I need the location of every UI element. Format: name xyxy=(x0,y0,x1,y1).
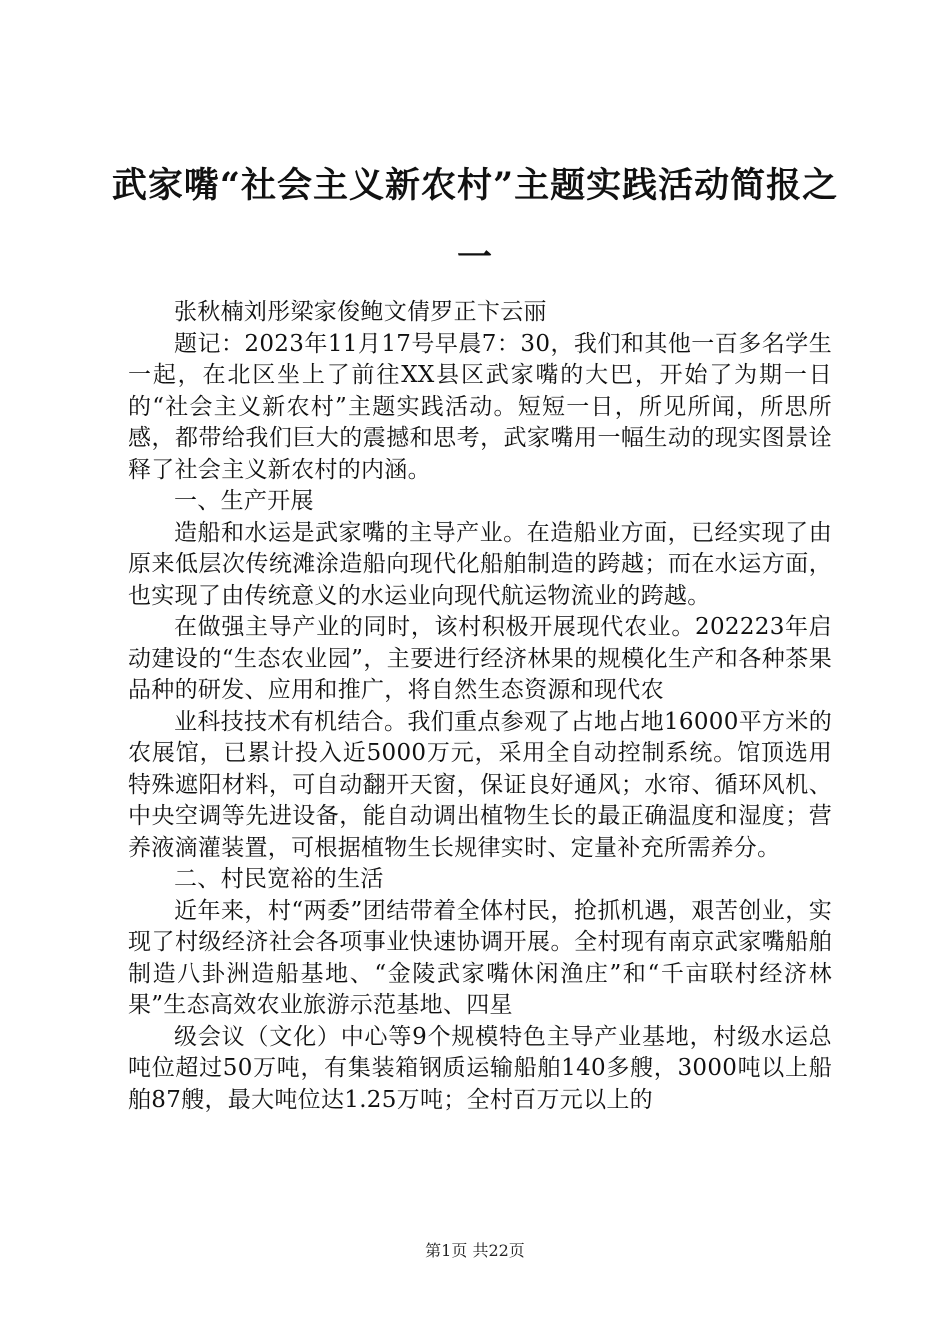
body-paragraph: 近年来，村“两委”团结带着全体村民，抢抓机遇，艰苦创业，实现了村级经济社会各项事业快速协调开展。全村现有南京武家嘴船舶制造八卦洲造船基地、“金陵武家嘴休闲渔庄”和“千亩联村经济林果”生态高效农业旅游示范基地、四星 xyxy=(128,897,832,1018)
body-paragraph: 业科技技术有机结合。我们重点参观了占地占地16000平方米的农展馆，已累计投入近5000万元，采用全自动控制系统。馆顶选用特殊遮阳材料，可自动翻开天窗，保证良好通风；水帘、循环风机、中央空调等先进设备，能自动调出植物生长的最正确温度和湿度；营养液滴灌装置，可根据植物生长规律实时、定量补充所需养分。 xyxy=(128,708,832,861)
body-paragraph: 级会议（文化）中心等9个规模特色主导产业基地，村级水运总吨位超过50万吨，有集装箱钢质运输船舶140多艘，3000吨以上船舶87艘，最大吨位达1.25万吨；全村百万元以上的 xyxy=(128,1023,832,1113)
document-title: 武家嘴“社会主义新农村”主题实践活动简报之一 xyxy=(111,165,839,278)
page-number-footer: 第1页 共22页 xyxy=(425,1241,525,1260)
authors-line: 张秋楠刘彤梁家俊鲍文倩罗正卞云丽 xyxy=(174,299,547,325)
epigraph-paragraph: 题记：2023年11月17号早晨7：30，我们和其他一百多名学生一起，在北区坐上了前往XX县区武家嘴的大巴，开始了为期一日的“社会主义新农村”主题实践活动。短短一日，所见所闻，所思所感，都带给我们巨大的震撼和思考，武家嘴用一幅生动的现实图景诠释了社会主义新农村的内涵。 xyxy=(128,330,832,483)
body-paragraph: 在做强主导产业的同时，该村积极开展现代农业。202223年启动建设的“生态农业园”，主要进行经济林果的规模化生产和各种茶果品种的研发、应用和推广，将自然生态资源和现代农 xyxy=(128,614,832,703)
section-heading-life: 二、村民宽裕的生活 xyxy=(174,866,384,892)
section-heading-production: 一、生产开展 xyxy=(174,488,314,514)
body-paragraph: 造船和水运是武家嘴的主导产业。在造船业方面，已经实现了由原来低层次传统滩涂造船向现代化船舶制造的跨越；而在水运方面，也实现了由传统意义的水运业向现代航运物流业的跨越。 xyxy=(128,519,832,609)
document-body xyxy=(128,297,832,1116)
